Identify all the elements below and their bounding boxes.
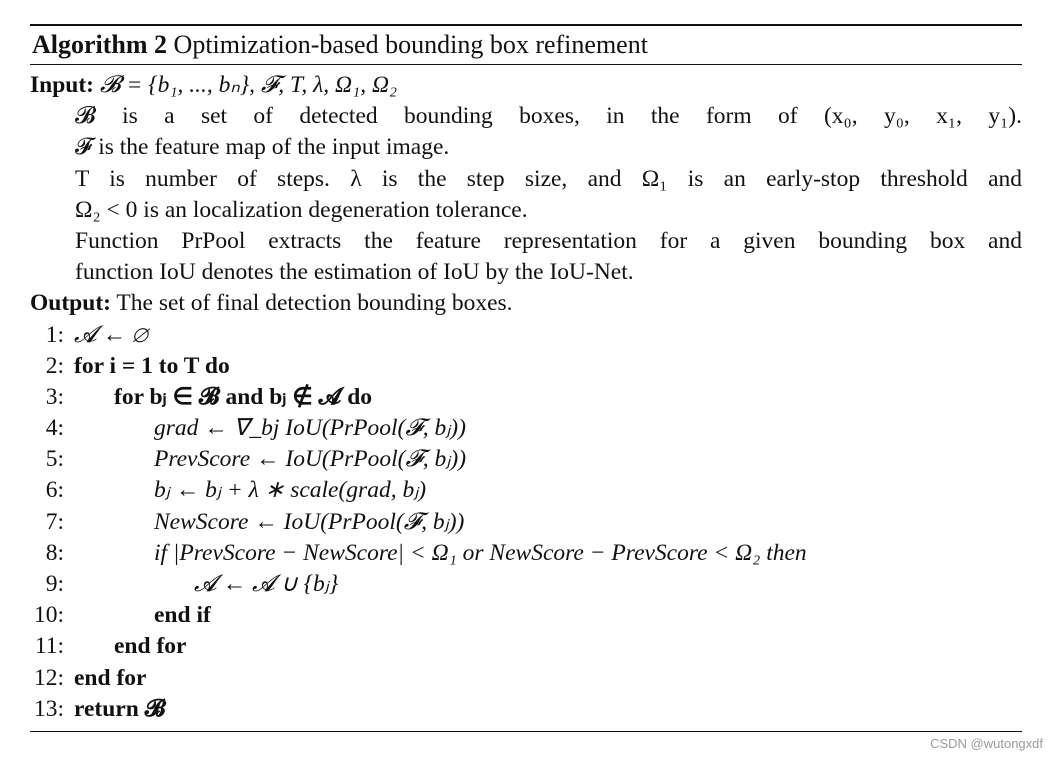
step-line [30, 631, 1022, 662]
algorithm-title: Optimization-based bounding box refinement [173, 30, 648, 59]
step-line [30, 663, 1022, 694]
step-text: grad ← ∇_bj IoU(PrPool(𝓕, bⱼ)) [154, 415, 466, 442]
line-number: 6: [45, 477, 64, 504]
line-number: 2: [45, 352, 64, 379]
line-number: 8: [45, 539, 64, 566]
input-math: 𝓑 = {b₁, ..., bₙ}, 𝓕, T, λ, Ω₁, Ω₂ [99, 72, 398, 98]
step-line [30, 444, 1022, 475]
step-text: NewScore ← IoU(PrPool(𝓕, bⱼ)) [154, 508, 465, 535]
output-text: The set of final detection bounding boxes. [116, 290, 513, 317]
step-text: 𝓐 ← ∅ [74, 321, 148, 348]
step-line [30, 382, 1022, 413]
step-line [30, 694, 1022, 725]
algorithm-label: Algorithm 2 [32, 30, 168, 59]
line-number: 5: [45, 446, 64, 473]
step-text: 𝓐 ← 𝓐 ∪ {bⱼ} [194, 571, 339, 597]
step-text: end for [74, 664, 147, 691]
step-line [30, 600, 1022, 631]
step-text: end if [154, 602, 211, 629]
watermark: CSDN @wutongxdf [930, 736, 1043, 751]
step-line [30, 569, 1022, 600]
step-line [30, 413, 1022, 444]
step-line [30, 538, 1022, 569]
description-line: function IoU denotes the estimation of IoU by the IoU-Net. [75, 259, 634, 286]
line-number: 12: [33, 664, 64, 691]
line-number: 10: [33, 602, 64, 629]
step-line [30, 475, 1022, 506]
step-line [30, 507, 1022, 538]
step-line [30, 351, 1022, 382]
output-line [30, 288, 1022, 319]
algorithm-box [30, 24, 1022, 732]
line-number: 9: [45, 571, 64, 597]
description-line: 𝓕 is the feature map of the input image. [75, 134, 450, 161]
line-number: 13: [33, 695, 64, 722]
step-text: end for [114, 633, 187, 660]
input-line [30, 70, 1022, 101]
step-text: PrevScore ← IoU(PrPool(𝓕, bⱼ)) [154, 446, 467, 473]
bottom-rule [30, 731, 1022, 732]
algorithm-body [30, 65, 1022, 731]
output-label: Output: [30, 290, 111, 317]
step-text: for bⱼ ∈ 𝓑 and bⱼ ∉ 𝓐 do [114, 383, 373, 410]
description-line: 𝓑 is a set of detected bounding boxes, in the form of (x₀, y₀, x₁, y₁). [75, 103, 1022, 130]
line-number: 1: [45, 321, 64, 348]
description-line: T is number of steps. λ is the step size, and Ω₁ is an early-stop threshold and [75, 165, 1022, 192]
step-line [30, 320, 1022, 351]
step-text: bⱼ ← bⱼ + λ ∗ scale(grad, bⱼ) [154, 477, 427, 504]
description-line: Ω₂ < 0 is an localization degeneration tolerance. [75, 196, 528, 223]
line-number: 7: [45, 508, 64, 535]
line-number: 3: [45, 383, 64, 410]
description-line: Function PrPool extracts the feature representation for a given bounding box and [75, 227, 1022, 254]
line-number: 4: [45, 415, 64, 442]
step-text: return 𝓑 [74, 695, 166, 722]
algorithm-caption [30, 26, 1022, 64]
step-text: if |PrevScore − NewScore| < Ω₁ or NewScore − PrevScore < Ω₂ then [154, 539, 807, 566]
line-number: 11: [34, 633, 64, 660]
input-label: Input: [30, 72, 95, 98]
step-text: for i = 1 to T do [74, 352, 230, 379]
